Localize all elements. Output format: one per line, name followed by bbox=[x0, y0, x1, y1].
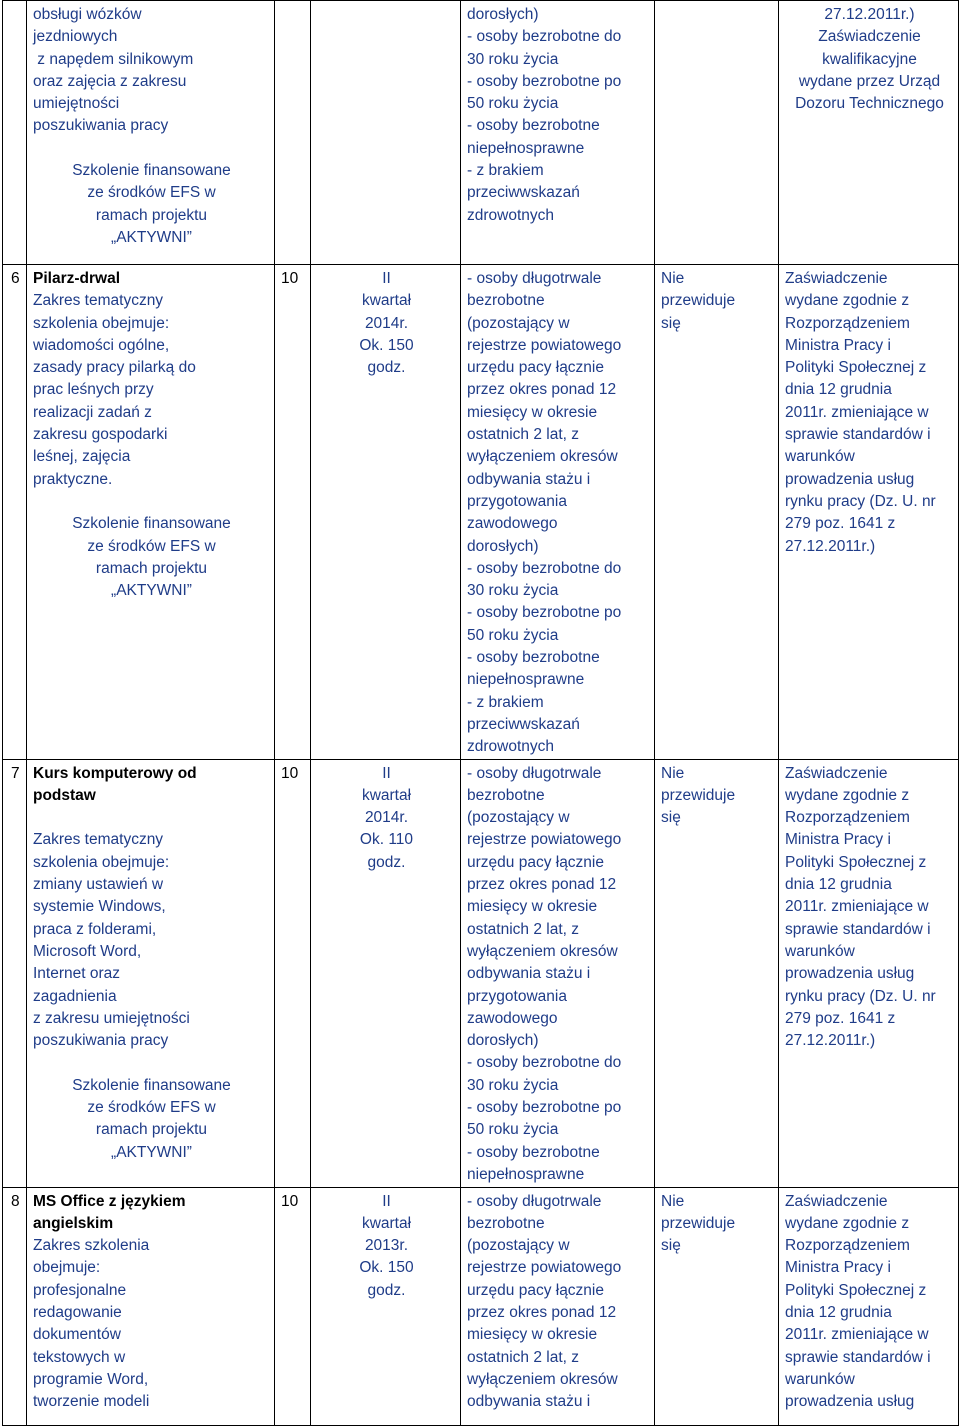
funding-note-line: ze środków EFS w bbox=[87, 537, 216, 555]
target-group-line: - z brakiem bbox=[467, 162, 544, 180]
term-line: kwartał bbox=[361, 292, 412, 310]
certificate-cell bbox=[779, 265, 959, 760]
term-line: kwartał bbox=[361, 1214, 412, 1232]
target-group-line: przygotowania bbox=[467, 987, 567, 1005]
certificate-line: Zaświadczenie bbox=[785, 270, 888, 287]
certificate-line: Ministra Pracy i bbox=[785, 831, 891, 849]
course-description-line: jezdniowych bbox=[33, 28, 118, 46]
term-line: godz. bbox=[367, 1281, 406, 1299]
funding-note-line: ramach projektu bbox=[95, 1121, 208, 1139]
fee-cell bbox=[655, 759, 779, 1187]
course-title: MS Office z językiem bbox=[33, 1192, 186, 1210]
term-line: 2013r. bbox=[364, 1237, 409, 1255]
funding-note-line: ramach projektu bbox=[95, 559, 208, 577]
certificate-line: rynku pracy (Dz. U. nr bbox=[785, 987, 936, 1005]
target-group-line: - osoby bezrobotne bbox=[467, 1143, 600, 1161]
spacer bbox=[33, 491, 270, 513]
certificate-line: prowadzenia usług bbox=[785, 470, 915, 488]
course-description-line: Zakres szkolenia bbox=[33, 1237, 150, 1255]
course-description-line: tworzenie modeli bbox=[33, 1393, 150, 1411]
course-description-line: Internet oraz bbox=[33, 965, 121, 983]
table-row bbox=[3, 265, 959, 760]
target-group-cell bbox=[461, 1, 655, 265]
target-group-line: urzędu pacy łącznie bbox=[467, 1281, 604, 1299]
course-description-line: praca z folderami, bbox=[33, 920, 157, 938]
course-description-line: obsługi wózków bbox=[33, 6, 142, 23]
course-description-line: dokumentów bbox=[33, 1326, 121, 1344]
target-group-line: - osoby bezrobotne do bbox=[467, 28, 622, 46]
course-description-line: redagowanie bbox=[33, 1304, 122, 1322]
certificate-line: 27.12.2011r.) bbox=[785, 1032, 876, 1050]
target-group-line: 30 roku życia bbox=[467, 1076, 559, 1094]
target-group-line: 30 roku życia bbox=[467, 50, 559, 68]
certificate-line: prowadzenia usług bbox=[785, 965, 915, 983]
fee-line: Nie bbox=[661, 270, 685, 287]
funding-note-line: Szkolenie finansowane bbox=[72, 515, 231, 533]
course-description-line: prac leśnych przy bbox=[33, 381, 154, 399]
fee-cell bbox=[655, 1, 779, 265]
certificate-line: 2011r. zmieniające w bbox=[785, 1326, 929, 1344]
target-group-line: - z brakiem bbox=[467, 693, 544, 711]
target-group-line: - osoby długotrwale bbox=[467, 764, 602, 782]
course-description-line: praktyczne. bbox=[33, 470, 113, 488]
course-title: angielskim bbox=[33, 1214, 114, 1232]
certificate-line: Zaświadczenie bbox=[785, 764, 888, 782]
fee-line: się bbox=[661, 314, 681, 332]
funding-note-line: „AKTYWNI” bbox=[111, 582, 192, 600]
certificate-line: 279 poz. 1641 z bbox=[785, 515, 896, 533]
course-cell bbox=[27, 1, 275, 265]
certificate-line: Dozoru Technicznego bbox=[795, 95, 944, 113]
target-group-line: odbywania stażu i bbox=[467, 965, 591, 983]
course-description-line: z napędem silnikowym bbox=[33, 50, 194, 68]
certificate-line: warunków bbox=[785, 448, 855, 466]
fee-line: się bbox=[661, 1237, 681, 1255]
course-description-line: obejmuje: bbox=[33, 1259, 101, 1277]
course-description-line: zakresu gospodarki bbox=[33, 426, 168, 444]
fee-line: przewiduje bbox=[661, 786, 736, 804]
target-group-line: zdrowotnych bbox=[467, 206, 555, 224]
course-description-line: Microsoft Word, bbox=[33, 942, 142, 960]
target-group-line: bezrobotne bbox=[467, 786, 545, 804]
certificate-line: dnia 12 grudnia bbox=[785, 381, 892, 399]
certificate-line: 2011r. zmieniające w bbox=[785, 403, 929, 421]
target-group-line: - osoby bezrobotne po bbox=[467, 1098, 622, 1116]
course-description-line: realizacji zadań z bbox=[33, 403, 152, 421]
certificate-line: sprawie standardów i bbox=[785, 920, 931, 938]
table-body bbox=[3, 1, 959, 1426]
target-group-line: 50 roku życia bbox=[467, 1121, 559, 1139]
certificate-line: wydane przez Urząd bbox=[798, 72, 941, 90]
certificate-line: Rozporządzeniem bbox=[785, 809, 910, 827]
course-description-line: poszukiwania pracy bbox=[33, 1032, 169, 1050]
target-group-line: - osoby długotrwale bbox=[467, 1192, 602, 1210]
target-group-line: przez okres ponad 12 bbox=[467, 876, 617, 894]
target-group-line: odbywania stażu i bbox=[467, 470, 591, 488]
funding-note-line: Szkolenie finansowane bbox=[72, 162, 231, 180]
course-description-line: poszukiwania pracy bbox=[33, 117, 169, 135]
fee-cell bbox=[655, 1187, 779, 1425]
target-group-line: (pozostający w bbox=[467, 314, 570, 332]
target-group-line: - osoby bezrobotne do bbox=[467, 1054, 622, 1072]
term-line: II bbox=[382, 764, 391, 782]
term-line: kwartał bbox=[361, 786, 412, 804]
target-group-line: 50 roku życia bbox=[467, 95, 559, 113]
target-group-line: niepełnosprawne bbox=[467, 139, 585, 157]
target-group-line: miesięcy w okresie bbox=[467, 898, 598, 916]
certificate-line: Zaświadczenie bbox=[785, 1192, 888, 1210]
fee-line: Nie bbox=[661, 1192, 685, 1210]
certificate-line: Polityki Społecznej z bbox=[785, 359, 927, 377]
target-group-line: dorosłych) bbox=[467, 537, 539, 555]
target-group-line: - osoby bezrobotne do bbox=[467, 559, 622, 577]
certificate-line: rynku pracy (Dz. U. nr bbox=[785, 492, 936, 510]
certificate-line: sprawie standardów i bbox=[785, 1348, 931, 1366]
term-line: 2014r. bbox=[364, 809, 409, 827]
table-row bbox=[3, 1187, 959, 1425]
spacer bbox=[33, 807, 270, 829]
target-group-line: bezrobotne bbox=[467, 1214, 545, 1232]
target-group-line: przez okres ponad 12 bbox=[467, 1304, 617, 1322]
target-group-line: przygotowania bbox=[467, 492, 567, 510]
course-title: podstaw bbox=[33, 786, 96, 804]
term-line: godz. bbox=[367, 359, 406, 377]
certificate-line: wydane zgodnie z bbox=[785, 1214, 910, 1232]
table-row bbox=[3, 1, 959, 265]
course-description-line: zmiany ustawień w bbox=[33, 876, 164, 894]
certificate-line: 2011r. zmieniające w bbox=[785, 898, 929, 916]
target-group-line: urzędu pacy łącznie bbox=[467, 853, 604, 871]
term-cell bbox=[311, 759, 461, 1187]
certificate-line: wydane zgodnie z bbox=[785, 786, 910, 804]
target-group-line: zawodowego bbox=[467, 1009, 558, 1027]
target-group-line: wyłączeniem okresów bbox=[467, 1370, 618, 1388]
certificate-cell bbox=[779, 1187, 959, 1425]
funding-note-line: „AKTYWNI” bbox=[111, 228, 192, 246]
funding-note-line: Szkolenie finansowane bbox=[72, 1076, 231, 1094]
course-description-line: zagadnienia bbox=[33, 987, 117, 1005]
row-number: 7 bbox=[3, 759, 27, 1187]
certificate-line: Rozporządzeniem bbox=[785, 1237, 910, 1255]
target-group-line: przez okres ponad 12 bbox=[467, 381, 617, 399]
target-group-line: dorosłych) bbox=[467, 1032, 539, 1050]
target-group-line: - osoby bezrobotne po bbox=[467, 604, 622, 622]
course-title: Pilarz-drwal bbox=[33, 270, 120, 287]
target-group-line: ostatnich 2 lat, z bbox=[467, 920, 580, 938]
fee-cell bbox=[655, 265, 779, 760]
term-cell bbox=[311, 1187, 461, 1425]
course-description-line: zasady pracy pilarką do bbox=[33, 359, 196, 377]
certificate-line: Polityki Społecznej z bbox=[785, 853, 927, 871]
fee-line: Nie bbox=[661, 764, 685, 782]
target-group-line: urzędu pacy łącznie bbox=[467, 359, 604, 377]
course-description-line: wiadomości ogólne, bbox=[33, 336, 170, 354]
target-group-line: ostatnich 2 lat, z bbox=[467, 426, 580, 444]
fee-line: przewiduje bbox=[661, 1214, 736, 1232]
course-description-line: Zakres tematyczny bbox=[33, 292, 164, 310]
certificate-line: sprawie standardów i bbox=[785, 426, 931, 444]
certificate-cell bbox=[779, 759, 959, 1187]
target-group-line: miesięcy w okresie bbox=[467, 1326, 598, 1344]
certificate-line: wydane zgodnie z bbox=[785, 292, 910, 310]
target-group-cell bbox=[461, 759, 655, 1187]
course-description-line: Zakres tematyczny bbox=[33, 831, 164, 849]
training-table bbox=[2, 0, 959, 1426]
row-number bbox=[3, 1, 27, 265]
funding-note-line: ze środków EFS w bbox=[87, 1098, 216, 1116]
certificate-line: 27.12.2011r.) bbox=[824, 6, 915, 23]
target-group-line: rejestrze powiatowego bbox=[467, 1259, 622, 1277]
target-group-line: - osoby bezrobotne po bbox=[467, 72, 622, 90]
spacer bbox=[33, 138, 270, 160]
course-description-line: szkolenia obejmuje: bbox=[33, 853, 170, 871]
certificate-line: kwalifikacyjne bbox=[822, 50, 917, 68]
funding-note-line: ze środków EFS w bbox=[87, 184, 216, 202]
certificate-line: Rozporządzeniem bbox=[785, 314, 910, 332]
term-line: Ok. 150 bbox=[359, 1259, 414, 1277]
certificate-line: Polityki Społecznej z bbox=[785, 1281, 927, 1299]
target-group-line: dorosłych) bbox=[467, 6, 539, 23]
participants-cell: 10 bbox=[275, 759, 311, 1187]
target-group-line: (pozostający w bbox=[467, 809, 570, 827]
target-group-line: - osoby bezrobotne bbox=[467, 649, 600, 667]
spacer bbox=[33, 1052, 270, 1074]
target-group-cell bbox=[461, 1187, 655, 1425]
term-cell bbox=[311, 265, 461, 760]
course-cell bbox=[27, 1187, 275, 1425]
funding-note-line: „AKTYWNI” bbox=[111, 1143, 192, 1161]
target-group-line: odbywania stażu i bbox=[467, 1393, 591, 1411]
course-description-line: leśnej, zajęcia bbox=[33, 448, 131, 466]
target-group-line: wyłączeniem okresów bbox=[467, 942, 618, 960]
participants-cell: 10 bbox=[275, 265, 311, 760]
target-group-line: - osoby bezrobotne bbox=[467, 117, 600, 135]
certificate-line: Ministra Pracy i bbox=[785, 1259, 891, 1277]
target-group-cell bbox=[461, 265, 655, 760]
course-description-line: szkolenia obejmuje: bbox=[33, 314, 170, 332]
row-number: 8 bbox=[3, 1187, 27, 1425]
course-description-line: umiejętności bbox=[33, 95, 120, 113]
course-description-line: programie Word, bbox=[33, 1370, 149, 1388]
target-group-line: miesięcy w okresie bbox=[467, 403, 598, 421]
certificate-cell bbox=[779, 1, 959, 265]
certificate-line: prowadzenia usług bbox=[785, 1393, 915, 1411]
term-line: II bbox=[382, 1192, 391, 1210]
course-description-line: profesjonalne bbox=[33, 1281, 127, 1299]
fee-line: przewiduje bbox=[661, 292, 736, 310]
target-group-line: zdrowotnych bbox=[467, 738, 555, 756]
target-group-line: przeciwwskazań bbox=[467, 715, 580, 733]
certificate-line: 27.12.2011r.) bbox=[785, 537, 876, 555]
term-line: II bbox=[382, 270, 391, 287]
term-line: 2014r. bbox=[364, 314, 409, 332]
certificate-line: warunków bbox=[785, 942, 855, 960]
participants-cell bbox=[275, 1, 311, 265]
course-cell bbox=[27, 759, 275, 1187]
course-description-line: oraz zajęcia z zakresu bbox=[33, 72, 187, 90]
target-group-line: wyłączeniem okresów bbox=[467, 448, 618, 466]
participants-cell: 10 bbox=[275, 1187, 311, 1425]
certificate-line: Zaświadczenie bbox=[818, 28, 921, 46]
target-group-line: 50 roku życia bbox=[467, 626, 559, 644]
target-group-line: niepełnosprawne bbox=[467, 1165, 585, 1183]
target-group-line: ostatnich 2 lat, z bbox=[467, 1348, 580, 1366]
certificate-line: dnia 12 grudnia bbox=[785, 1304, 892, 1322]
course-description-line: z zakresu umiejętności bbox=[33, 1009, 190, 1027]
certificate-line: warunków bbox=[785, 1370, 855, 1388]
course-title: Kurs komputerowy od bbox=[33, 764, 197, 782]
target-group-line: niepełnosprawne bbox=[467, 671, 585, 689]
term-cell bbox=[311, 1, 461, 265]
course-description-line: systemie Windows, bbox=[33, 898, 166, 916]
target-group-line: - osoby długotrwale bbox=[467, 270, 602, 287]
funding-note-line: ramach projektu bbox=[95, 206, 208, 224]
certificate-line: Ministra Pracy i bbox=[785, 336, 891, 354]
target-group-line: rejestrze powiatowego bbox=[467, 336, 622, 354]
course-cell bbox=[27, 265, 275, 760]
term-line: godz. bbox=[367, 853, 406, 871]
target-group-line: rejestrze powiatowego bbox=[467, 831, 622, 849]
table-row bbox=[3, 759, 959, 1187]
fee-line: się bbox=[661, 809, 681, 827]
target-group-line: 30 roku życia bbox=[467, 582, 559, 600]
certificate-line: 279 poz. 1641 z bbox=[785, 1009, 896, 1027]
target-group-line: przeciwwskazań bbox=[467, 184, 580, 202]
course-description-line: tekstowych w bbox=[33, 1348, 126, 1366]
row-number: 6 bbox=[3, 265, 27, 760]
term-line: Ok. 110 bbox=[359, 831, 414, 849]
target-group-line: (pozostający w bbox=[467, 1237, 570, 1255]
certificate-line: dnia 12 grudnia bbox=[785, 876, 892, 894]
target-group-line: zawodowego bbox=[467, 515, 558, 533]
target-group-line: bezrobotne bbox=[467, 292, 545, 310]
term-line: Ok. 150 bbox=[359, 336, 414, 354]
